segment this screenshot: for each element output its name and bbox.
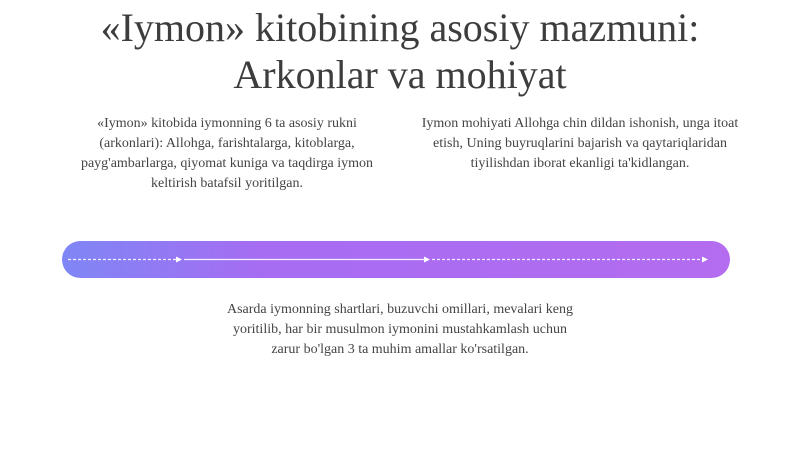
slide-title-line-2: Arkonlar va mohiyat: [233, 52, 567, 97]
left-paragraph: «Iymon» kitobida iymonning 6 ta asosiy rukni (arkonlari): Allohga, farishtalarga, kitoblarga, payg'ambarlarga, qiyomat kuniga va taqdirga iymon keltirish batafsil yoritilgan.: [80, 116, 374, 191]
timeline-graphic: [62, 241, 730, 278]
slide-title-line-1: «Iymon» kitobining asosiy mazmuni:: [100, 5, 700, 50]
bottom-paragraph: Asarda iymonning shartlari, buzuvchi omillari, mevalari keng yoritilib, har bir musulmon iymonini mustahkamlash uchun zarur bo'lgan 3 ta muhim amallar ko'rsatilgan.: [226, 302, 573, 357]
right-paragraph: Iymon mohiyati Allohga chin dildan ishonish, unga itoat etish, Uning buyruqlarini bajarish va qaytariqlaridan tiyilishdan iborat ekanligi ta'kidlangan.: [421, 116, 739, 171]
slide-title: [0, 4, 800, 98]
timeline-bar: [62, 241, 730, 278]
